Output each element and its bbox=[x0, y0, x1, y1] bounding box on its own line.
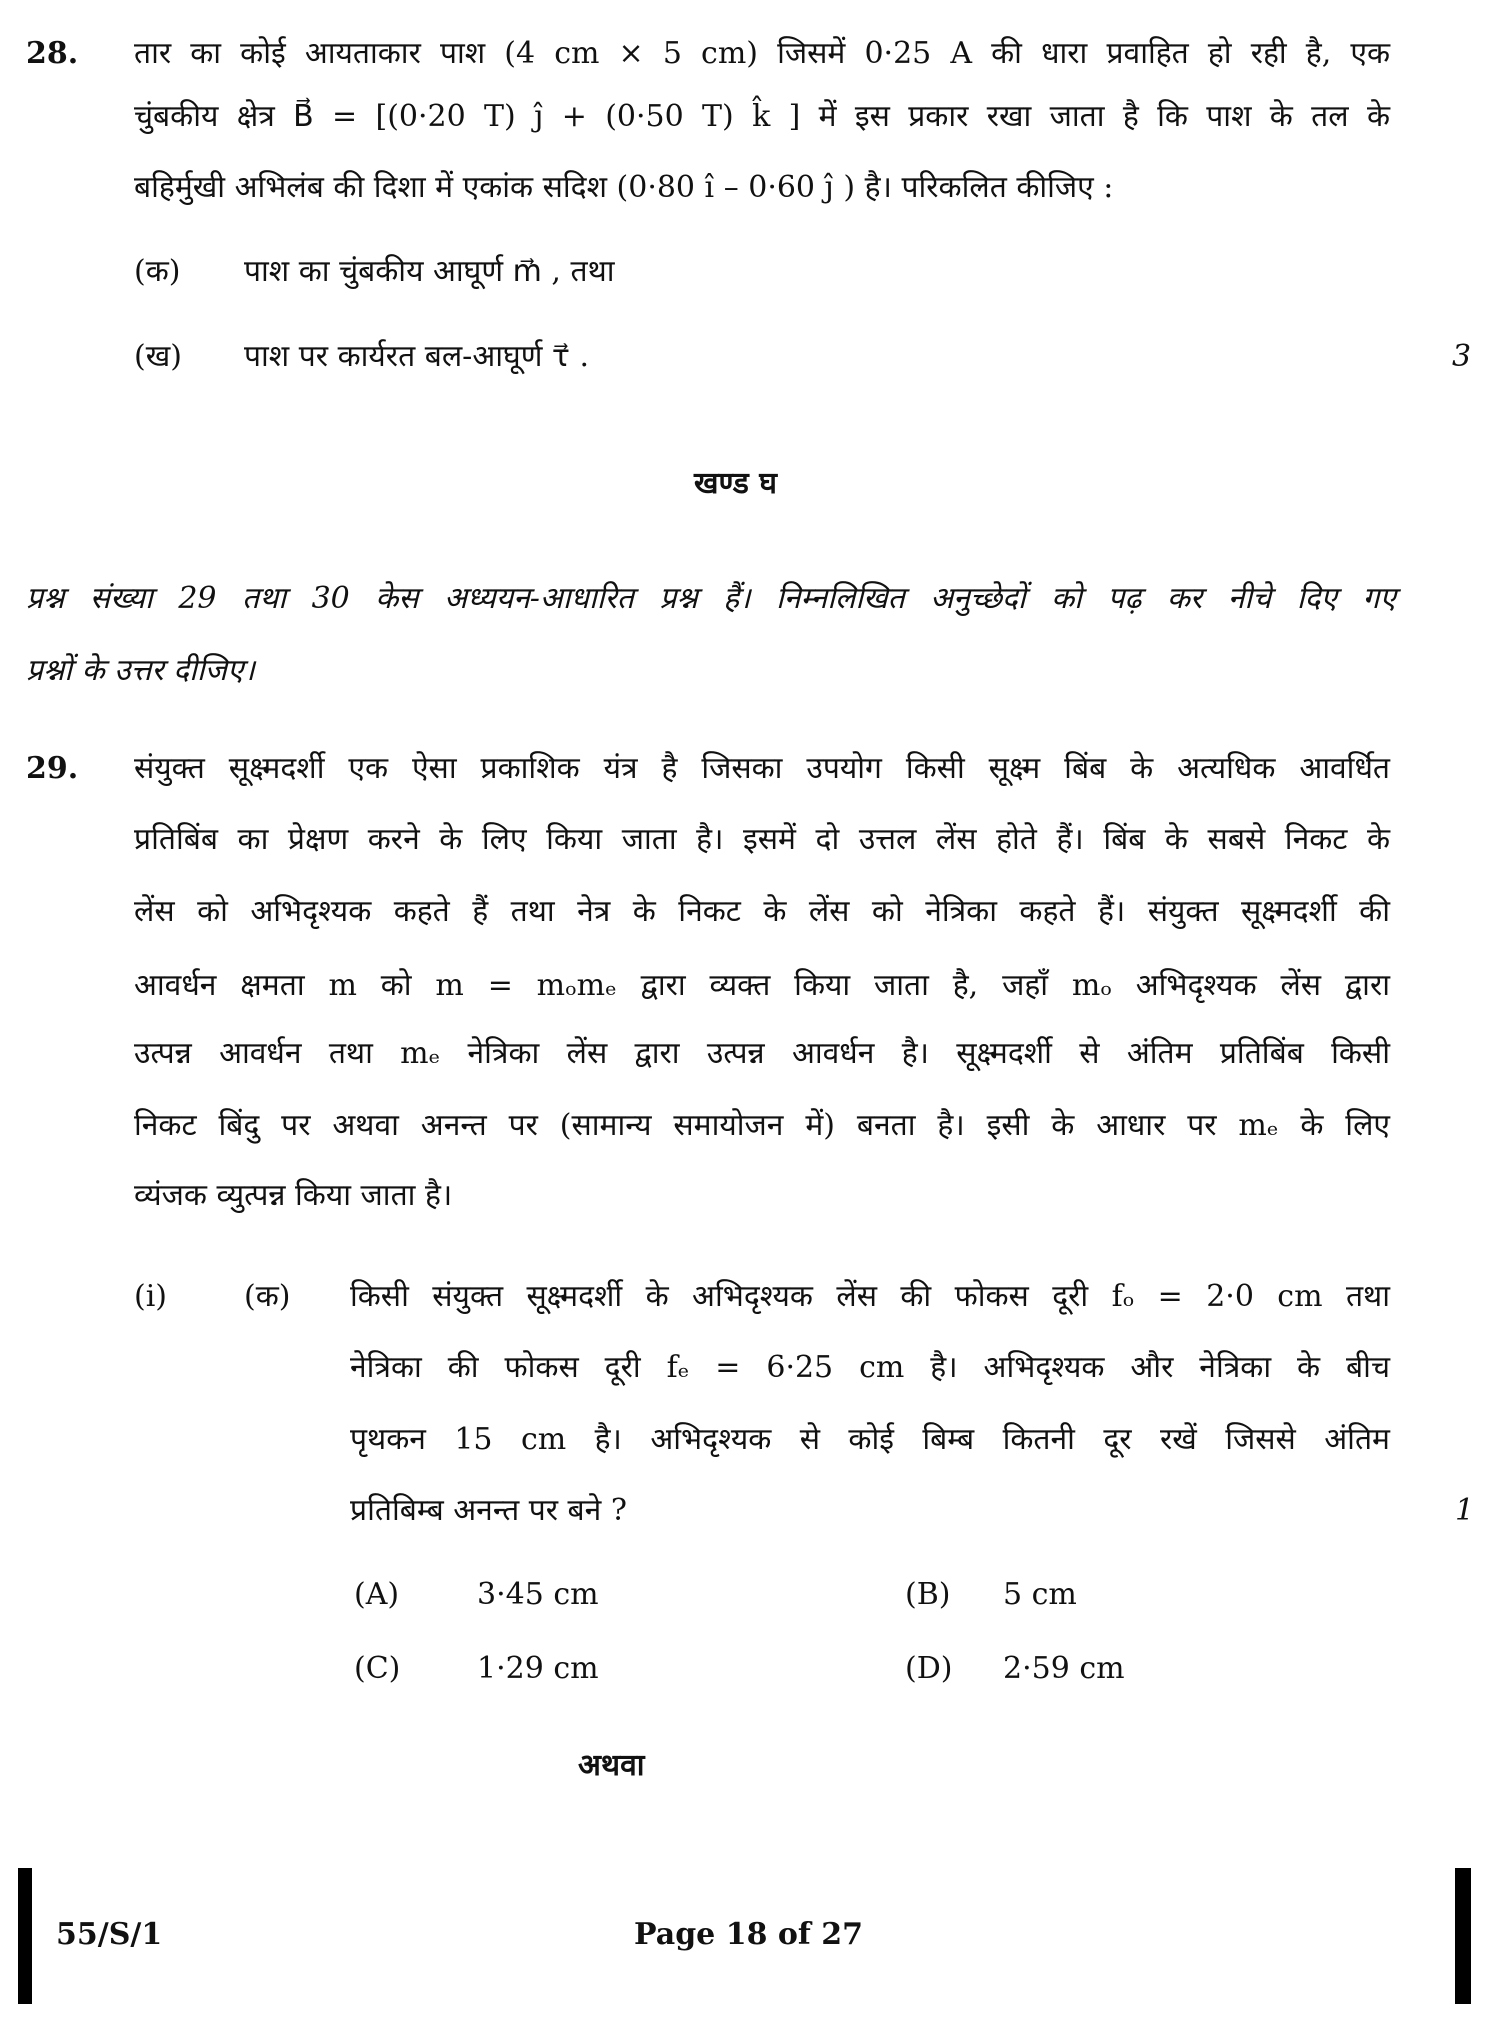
footer-left-bar bbox=[18, 1868, 32, 2004]
option-c-value: 1·29 cm bbox=[477, 1651, 599, 1686]
q28-part-label-b: (ख) bbox=[134, 339, 182, 374]
option-d-value: 2·59 cm bbox=[1003, 1651, 1125, 1686]
option-a-label: (A) bbox=[354, 1577, 400, 1612]
sub-question-line-3: पृथकन 15 cm है। अभिदृश्यक से कोई बिम्ब कितनी दूर रखें जिससे अंतिम bbox=[350, 1422, 1390, 1457]
footer-right-bar bbox=[1455, 1868, 1471, 2004]
sub-question-line-2: नेत्रिका की फोकस दूरी fₑ = 6·25 cm है। अभिदृश्यक और नेत्रिका के बीच bbox=[350, 1350, 1390, 1385]
sub-question-marks: 1 bbox=[1455, 1493, 1475, 1528]
q29-line-3: लेंस को अभिदृश्यक कहते हैं तथा नेत्र के निकट के लेंस को नेत्रिका कहते हैं। संयुक्त सूक्ष्मदर्शी की bbox=[134, 894, 1390, 929]
q29-line-2: प्रतिबिंब का प्रेक्षण करने के लिए किया जाता है। इसमें दो उत्तल लेंस होते हैं। बिंब के सबसे निकट के bbox=[134, 822, 1390, 857]
q28-line-2: चुंबकीय क्षेत्र B⃗ = [(0·20 T) ĵ + (0·50 T) k̂ ] में इस प्रकार रखा जाता है कि पाश के तल के bbox=[134, 99, 1390, 134]
instructions-line-1: प्रश्न संख्या 29 तथा 30 केस अध्ययन-आधारित प्रश्न हैं। निम्नलिखित अनुच्छेदों को पढ़ कर नीचे दिए गए bbox=[26, 581, 1396, 616]
footer-page-number: Page 18 of 27 bbox=[634, 1917, 863, 1952]
option-c-label: (C) bbox=[354, 1651, 401, 1686]
sub-question-label: (क) bbox=[244, 1279, 291, 1314]
q28-marks: 3 bbox=[1452, 339, 1472, 374]
option-d-label: (D) bbox=[905, 1651, 953, 1686]
option-b-value: 5 cm bbox=[1003, 1577, 1077, 1612]
q29-line-1: संयुक्त सूक्ष्मदर्शी एक ऐसा प्रकाशिक यंत्र है जिसका उपयोग किसी सूक्ष्म बिंब के अत्यधिक आवर्धित bbox=[134, 751, 1390, 786]
q29-line-4: आवर्धन क्षमता m को m = mₒmₑ द्वारा व्यक्त किया जाता है, जहाँ mₒ अभिदृश्यक लेंस द्वारा bbox=[134, 968, 1390, 1003]
q29-line-5: उत्पन्न आवर्धन तथा mₑ नेत्रिका लेंस द्वारा उत्पन्न आवर्धन है। सूक्ष्मदर्शी से अंतिम प्रतिबिंब किसी bbox=[134, 1036, 1390, 1071]
option-a-value: 3·45 cm bbox=[477, 1577, 599, 1612]
question-number-28: 28. bbox=[26, 36, 79, 71]
footer-paper-code: 55/S/1 bbox=[56, 1917, 163, 1952]
sub-question-roman: (i) bbox=[134, 1279, 168, 1314]
section-title: खण्ड घ bbox=[694, 466, 778, 501]
q28-part-text-a: पाश का चुंबकीय आघूर्ण m⃗ , तथा bbox=[244, 254, 615, 289]
q29-line-6: निकट बिंदु पर अथवा अनन्त पर (सामान्य समायोजन में) बनता है। इसी के आधार पर mₑ के लिए bbox=[134, 1108, 1390, 1143]
instructions-line-2: प्रश्नों के उत्तर दीजिए। bbox=[26, 653, 255, 688]
q28-part-text-b: पाश पर कार्यरत बल-आघूर्ण τ⃗ . bbox=[244, 339, 590, 374]
q28-line-1: तार का कोई आयताकार पाश (4 cm × 5 cm) जिसमें 0·25 A की धारा प्रवाहित हो रही है, एक bbox=[134, 36, 1390, 71]
q29-line-7: व्यंजक व्युत्पन्न किया जाता है। bbox=[134, 1178, 453, 1213]
or-label: अथवा bbox=[578, 1748, 645, 1783]
sub-question-line-1: किसी संयुक्त सूक्ष्मदर्शी के अभिदृश्यक लेंस की फोकस दूरी fₒ = 2·0 cm तथा bbox=[350, 1279, 1390, 1314]
option-b-label: (B) bbox=[905, 1577, 951, 1612]
question-number-29: 29. bbox=[26, 751, 79, 786]
q28-line-3: बहिर्मुखी अभिलंब की दिशा में एकांक सदिश (0·80 î – 0·60 ĵ ) है। परिकलित कीजिए : bbox=[134, 170, 1114, 205]
sub-question-line-4: प्रतिबिम्ब अनन्त पर बने ? bbox=[350, 1493, 627, 1528]
q28-part-label-a: (क) bbox=[134, 254, 181, 289]
